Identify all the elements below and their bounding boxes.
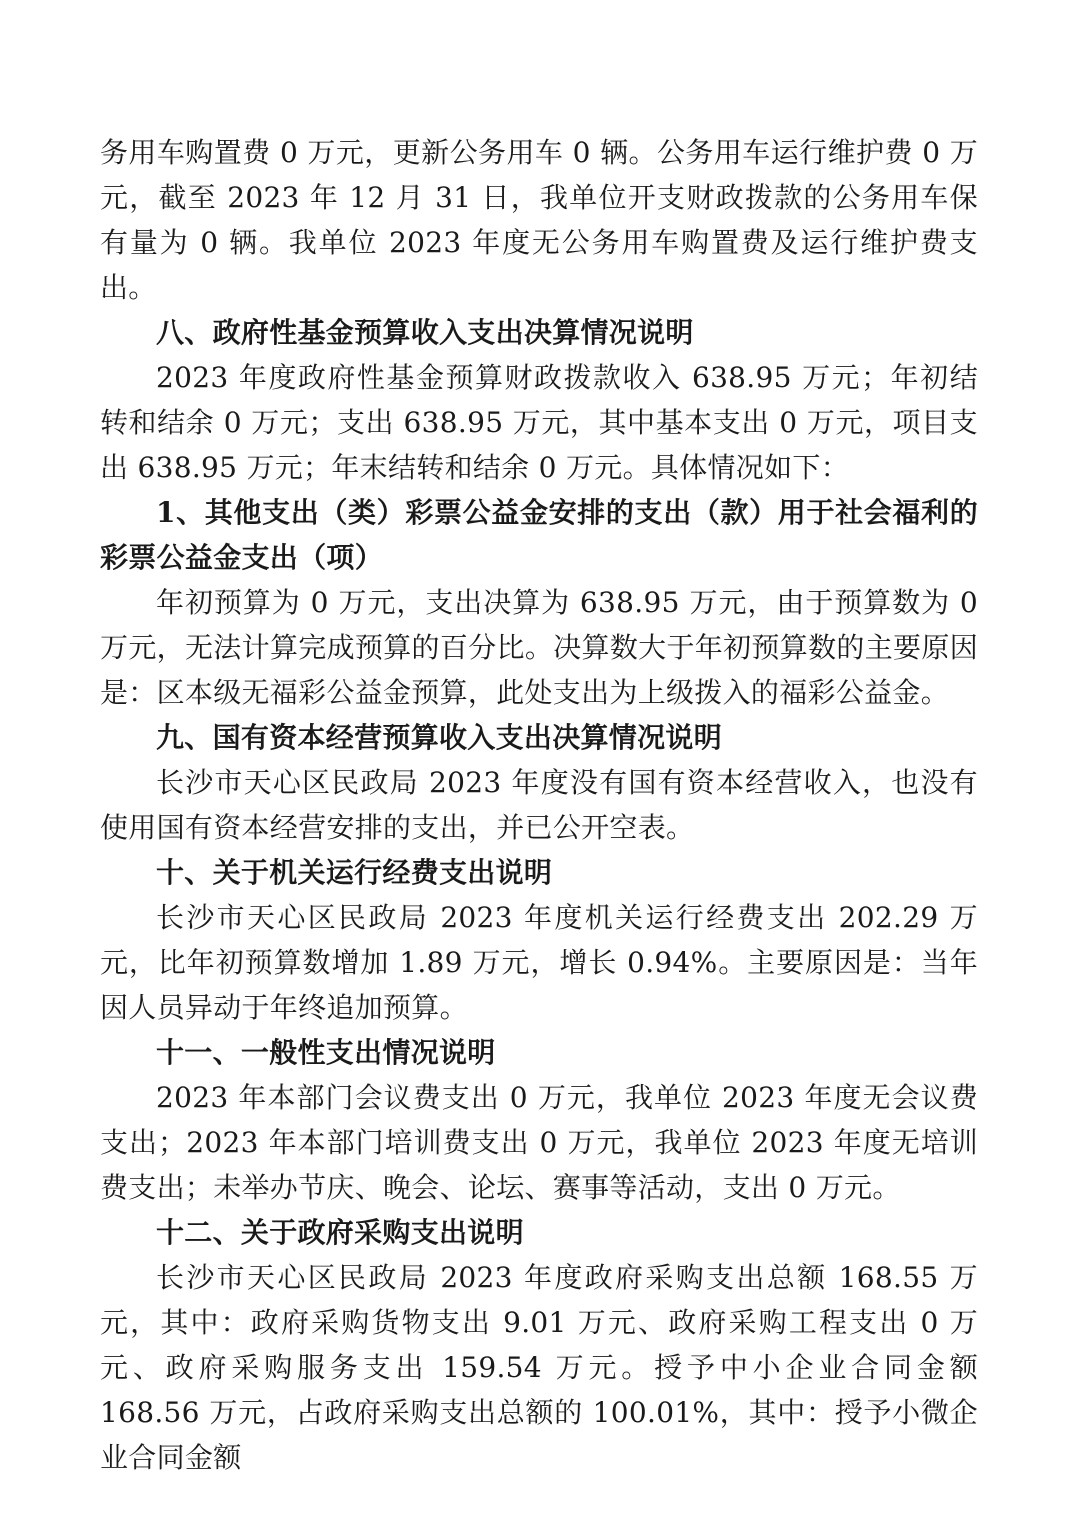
document-page (100, 130, 978, 1480)
paragraph-fund-budget: 2023 年度政府性基金预算财政拨款收入 638.95 万元；年初结转和结余 0 万元；支出 638.95 万元，其中基本支出 0 万元，项目支出 638.95 万元；年末结转和结余 0 万元。具体情况如下： (100, 361, 978, 484)
heading-section-8: 八、政府性基金预算收入支出决算情况说明 (156, 316, 694, 349)
paragraph-vehicle-cost: 务用车购置费 0 万元，更新公务用车 0 辆。公务用车运行维护费 0 万元，截至 2023 年 12 月 31 日，我单位开支财政拨款的公务用车保有量为 0 辆。我单位 2023 年度无公务用车购置费及运行维护费支出。 (100, 136, 978, 304)
paragraph-operating-cost: 长沙市天心区民政局 2023 年度机关运行经费支出 202.29 万元，比年初预算数增加 1.89 万元，增长 0.94%。主要原因是：当年因人员异动于年终追加预算。 (100, 901, 978, 1024)
paragraph-general-expense: 2023 年本部门会议费支出 0 万元，我单位 2023 年度无会议费支出；2023 年本部门培训费支出 0 万元，我单位 2023 年度无培训费支出；未举办节庆、晚会、论坛、赛事等活动，支出 0 万元。 (100, 1081, 978, 1204)
heading-section-9: 九、国有资本经营预算收入支出决算情况说明 (156, 721, 723, 754)
paragraph-state-capital: 长沙市天心区民政局 2023 年度没有国有资本经营收入，也没有使用国有资本经营安排的支出，并已公开空表。 (100, 766, 978, 844)
heading-section-11: 十一、一般性支出情况说明 (156, 1036, 496, 1069)
heading-lottery-fund: 1、其他支出（类）彩票公益金安排的支出（款）用于社会福利的彩票公益金支出（项） (100, 496, 978, 574)
heading-section-12: 十二、关于政府采购支出说明 (156, 1216, 524, 1249)
heading-section-10: 十、关于机关运行经费支出说明 (156, 856, 553, 889)
paragraph-procurement: 长沙市天心区民政局 2023 年度政府采购支出总额 168.55 万元，其中：政府采购货物支出 9.01 万元、政府采购工程支出 0 万元、政府采购服务支出 159.54 万元。授予中小企业合同金额 168.56 万元，占政府采购支出总额的 100.01%，其中：授予小微企业合同金额 (100, 1261, 978, 1474)
paragraph-lottery-fund: 年初预算为 0 万元，支出决算为 638.95 万元，由于预算数为 0 万元，无法计算完成预算的百分比。决算数大于年初预算数的主要原因是：区本级无福彩公益金预算，此处支出为上级拨入的福彩公益金。 (100, 586, 978, 709)
